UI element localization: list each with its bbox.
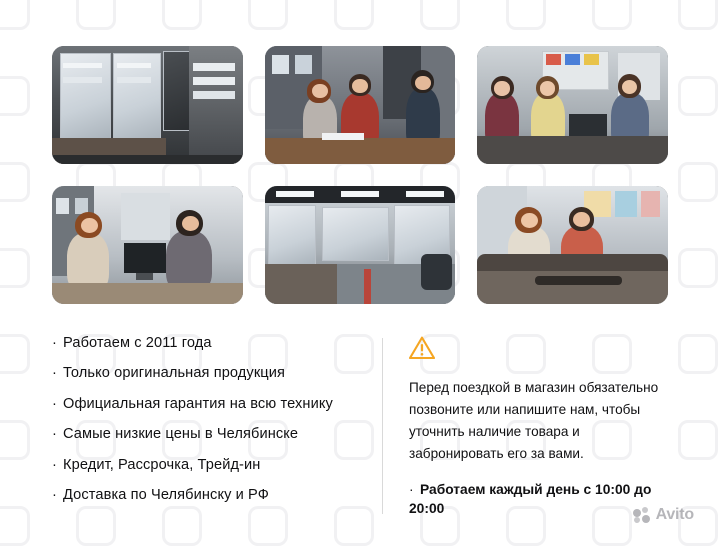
working-hours (409, 481, 668, 518)
warning-triangle-icon (409, 336, 435, 360)
list-item (52, 456, 366, 475)
benefit-label: Только оригинальная продукция (63, 365, 286, 382)
photo-scene (477, 186, 668, 304)
bullet-marker: · (409, 482, 414, 498)
photo-customers-at-counter[interactable] (265, 46, 456, 164)
bullet-marker: · (52, 335, 57, 351)
benefit-label: Кредит, Рассрочка, Трейд-ин (63, 456, 261, 473)
bullet-marker: · (52, 456, 57, 473)
bullet-marker: · (52, 426, 57, 443)
list-item (52, 334, 366, 353)
photo-store-display-cases[interactable] (52, 46, 243, 164)
bullet-marker: · (52, 365, 57, 382)
benefit-label: Работаем с 2011 года (63, 335, 212, 351)
photo-customers-on-sofa[interactable] (477, 186, 668, 304)
photo-scene (265, 186, 456, 304)
notice-text: Перед поездкой в магазин обязательно позвоните или напишите нам, чтобы уточнить наличие товара и забронировать его за вами. (409, 380, 659, 462)
bullet-marker: · (52, 487, 57, 504)
vertical-divider (382, 338, 383, 514)
avito-watermark-logo (633, 506, 694, 524)
photo-staff-with-laptop[interactable] (477, 46, 668, 164)
photo-grid (52, 46, 668, 304)
list-item (52, 395, 366, 414)
list-item (52, 364, 366, 383)
list-item (52, 425, 366, 444)
bullet-marker: · (52, 395, 57, 412)
info-section (52, 334, 668, 518)
notice-block (409, 334, 668, 518)
benefit-label: Доставка по Челябинску и РФ (63, 487, 269, 504)
photo-scene (265, 46, 456, 164)
avito-wordmark: Avito (655, 506, 694, 523)
working-hours-label: Работаем каждый день с 10:00 до 20:00 (409, 482, 652, 516)
avito-mark-icon (633, 507, 650, 524)
photo-scene (52, 186, 243, 304)
benefit-label: Самые низкие цены в Челябинске (63, 426, 299, 443)
benefits-list (52, 334, 382, 518)
photo-consultation-at-desk[interactable] (52, 186, 243, 304)
list-item (52, 486, 366, 505)
photo-scene (52, 46, 243, 164)
photo-scene (477, 46, 668, 164)
benefit-label: Официальная гарантия на всю технику (63, 395, 333, 412)
photo-store-interior[interactable] (265, 186, 456, 304)
